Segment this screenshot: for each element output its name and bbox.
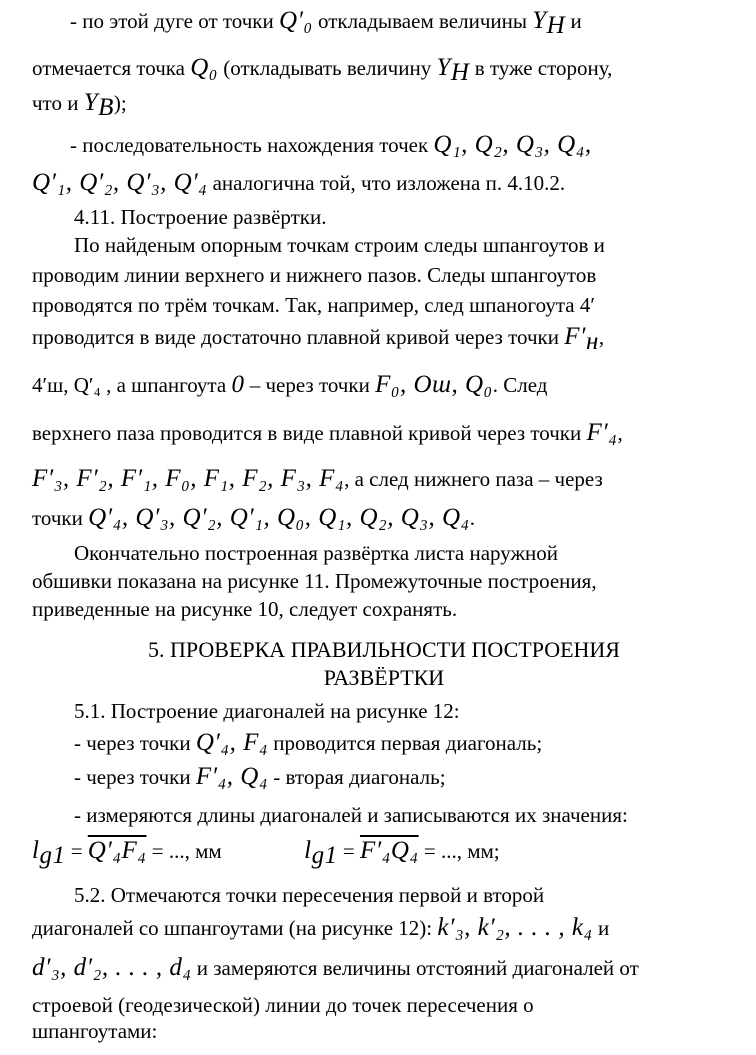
text-line-11: 4′ш, Q′₄ , а шпангоута 0 – через точки F₀, Ош, Q₀. След xyxy=(32,371,548,398)
text-line-23: - измеряются длины диагоналей и записываются их значения: xyxy=(74,803,628,827)
text-line-17: приведенные на рисунке 10, следует сохранять. xyxy=(32,597,458,621)
diagonal-formulas: $l_{g1} = Q'_4F_4$ = ..., мм $l_{g1} = F'_4Q_4$ = ..., мм; xyxy=(32,837,500,870)
text-line-14: точки Q′₄, Q′₃, Q′₂, Q′₁, Q₀, Q₁, Q₂, Q₃, Q₄. xyxy=(32,504,475,531)
text-line-25: 5.2. Отмечаются точки пересечения первой и второй xyxy=(74,883,545,907)
text-line-22: - через точки F′₄, Q₄ - вторая диагональ; xyxy=(74,763,446,790)
text-line-29: шпангоутами: xyxy=(32,1019,158,1043)
text-line-20: 5.1. Построение диагоналей на рисунке 12: xyxy=(74,699,460,723)
text-line-21: - через точки Q′₄, F₄ проводится первая диагональ; xyxy=(74,729,543,756)
section-heading-4-11: 4.11. Построение развёртки. xyxy=(74,205,327,229)
section-title-5-cont: РАЗВЁРТКИ xyxy=(323,665,445,690)
text-line-27: d′₃, d′₂, . . . , d₄ и замеряются величины отстояний диагоналей от xyxy=(32,954,639,981)
text-line-13: F′₃, F′₂, F′₁, F₀, F₁, F₂, F₃, F₄, а след нижнего паза – через xyxy=(32,465,603,492)
text-line-1: - по этой дуге от точки Q′₀ откладываем величины $Y_H$ и xyxy=(70,7,582,40)
section-title-5: 5. ПРОВЕРКА ПРАВИЛЬНОСТИ ПОСТРОЕНИЯ xyxy=(148,637,620,662)
text-line-5: Q′₁, Q′₂, Q′₃, Q′₄ аналогична той, что изложена п. 4.10.2. xyxy=(32,169,566,196)
text-line-2: отмечается точка Q₀ (откладывать величину $Y_H$ в туже сторону, xyxy=(32,54,613,87)
text-line-26: диагоналей со шпангоутами (на рисунке 12): k′₃, k′₂, . . . , k₄ и xyxy=(32,914,610,941)
text-line-9: проводятся по трём точкам. Так, например, след шпаногоута 4′ xyxy=(32,293,595,317)
text-line-8: проводим линии верхнего и нижнего пазов. Следы шпангоутов xyxy=(32,263,597,287)
text-line-16: обшивки показана на рисунке 11. Промежуточные построения, xyxy=(32,569,597,593)
text-line-12: верхнего паза проводится в виде плавной кривой через точки F′₄, xyxy=(32,419,623,446)
text-line-7: По найденым опорным точкам строим следы шпангоутов и xyxy=(74,233,605,257)
text-line-15: Окончательно построенная развёртка листа наружной xyxy=(74,541,558,565)
text-line-10: проводится в виде достаточно плавной кривой через точки $F'_н$, xyxy=(32,323,605,356)
text-line-4: - последовательность нахождения точек Q₁, Q₂, Q₃, Q₄, xyxy=(70,131,592,158)
text-line-3: что и $Y_B$); xyxy=(32,89,127,122)
text-line-28: строевой (геодезической) линии до точек пересечения о xyxy=(32,993,534,1017)
